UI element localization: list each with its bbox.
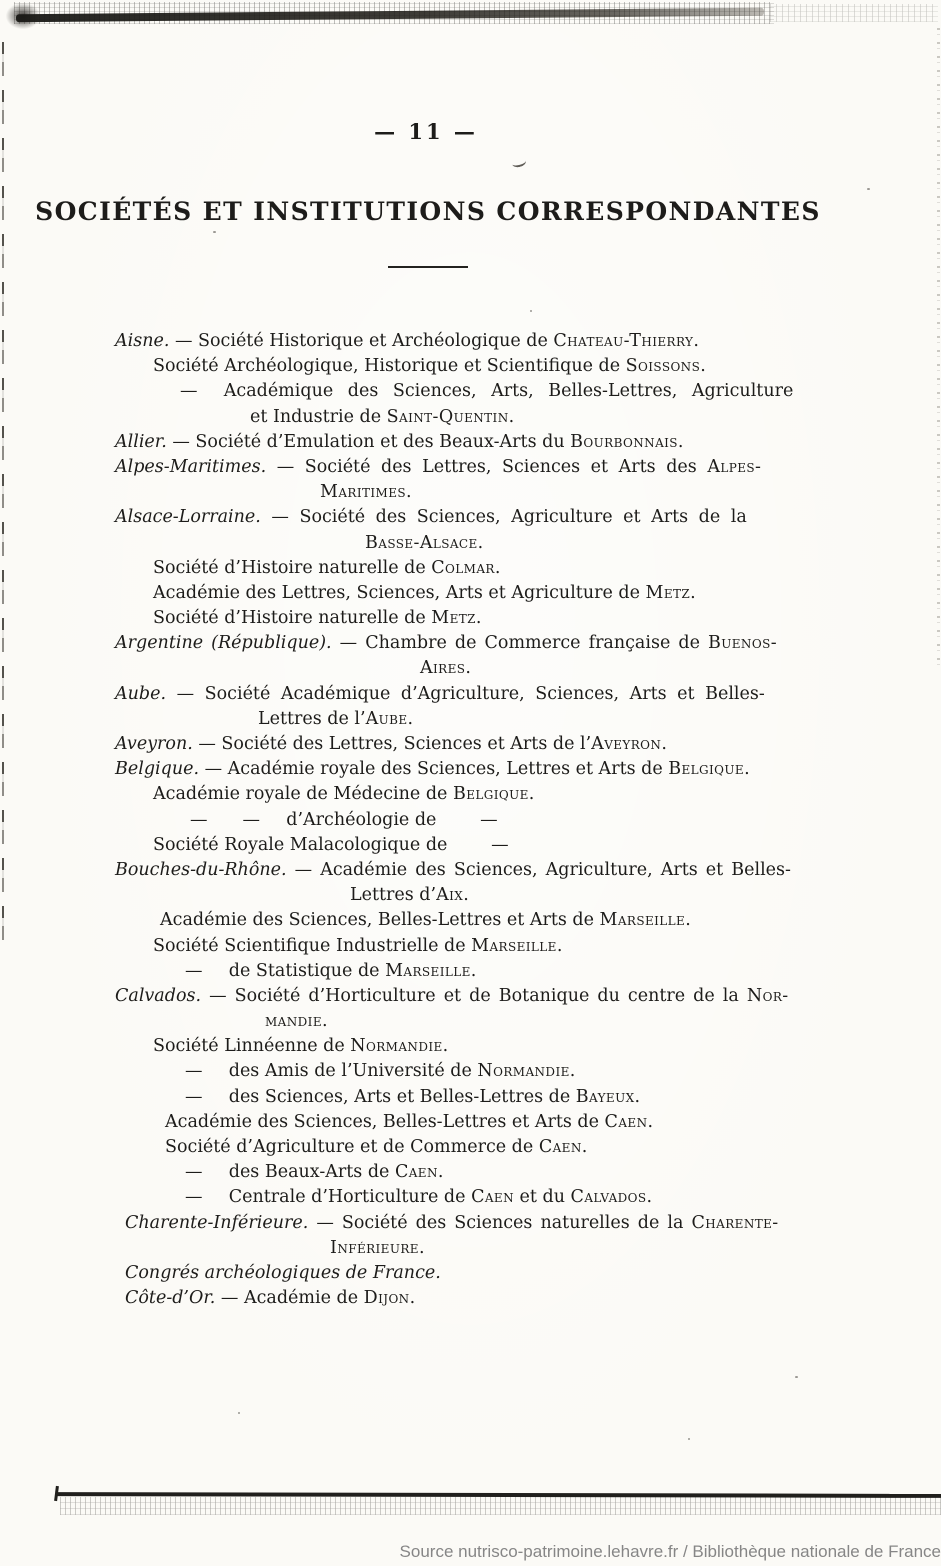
text-segment: Académie des Sciences, Belles-Lettres et Arts de xyxy=(160,910,600,931)
text-segment: Charente-Inférieure. xyxy=(125,1212,309,1233)
text-segment: — Société des Lettres, Sciences et Arts des xyxy=(266,456,708,477)
text-segment: Aisne. xyxy=(115,331,170,351)
text-segment: . xyxy=(470,960,477,981)
text-segment: — des Beaux-Arts de xyxy=(185,1162,395,1183)
text-segment: . xyxy=(528,784,535,805)
text-segment: . xyxy=(442,1036,449,1057)
text-segment: . xyxy=(700,356,706,377)
text-segment: — Société des Sciences, Agriculture et Arts de la xyxy=(260,507,747,528)
scan-noise-speck xyxy=(238,1412,240,1414)
text-line xyxy=(185,1160,855,1185)
text-segment: et Industrie de xyxy=(250,406,387,427)
text-segment: . xyxy=(685,910,691,931)
scan-artifact-top-noise-right xyxy=(770,4,938,22)
text-segment: Normandie xyxy=(477,1061,570,1082)
text-segment: Allier. xyxy=(115,431,167,452)
text-segment: Académie des Lettres, Sciences, Arts et Agriculture de xyxy=(153,582,646,603)
text-line xyxy=(125,1211,855,1236)
scan-artifact-top-noise xyxy=(14,2,774,24)
text-line xyxy=(265,1009,855,1034)
text-segment: Buenos- xyxy=(708,633,778,654)
scan-artifact-bottom-noise xyxy=(60,1497,941,1515)
text-line xyxy=(190,808,855,833)
text-segment: Maritimes xyxy=(320,482,406,503)
text-segment: Soissons xyxy=(625,356,701,377)
text-segment: . xyxy=(646,1187,653,1208)
text-segment: Bourbonnais xyxy=(570,431,678,452)
text-segment: Chateau-Thierry xyxy=(553,331,694,351)
scan-noise-speck xyxy=(213,231,216,233)
text-segment: Caen xyxy=(394,1162,438,1183)
text-segment: Académie royale de Médecine de xyxy=(153,784,453,805)
text-segment: . xyxy=(508,406,515,427)
text-line xyxy=(153,934,855,959)
text-segment: Société Royale Malacologique de — xyxy=(153,834,509,855)
page-title: SOCIÉTÉS ET INSTITUTIONS CORRESPONDANTES xyxy=(35,197,821,226)
text-segment: mandie xyxy=(265,1011,322,1032)
text-segment: . xyxy=(463,885,469,906)
text-segment: . xyxy=(437,1162,444,1183)
text-segment: — Académie de xyxy=(215,1288,364,1309)
text-segment: — Société Historique et Archéologique de xyxy=(169,331,554,351)
text-segment: Société Scientifique Industrielle de xyxy=(153,935,472,956)
text-segment: Lettres de l’ xyxy=(258,708,366,729)
text-segment: . xyxy=(465,658,471,679)
text-line xyxy=(153,354,855,379)
text-segment: Aveyron. xyxy=(115,734,193,754)
text-line xyxy=(115,455,855,480)
scan-noise-speck xyxy=(867,188,870,190)
text-segment: — Société des Lettres, Sciences et Arts de l’ xyxy=(192,734,592,754)
text-line xyxy=(160,908,855,933)
text-line xyxy=(153,581,855,606)
scan-noise-speck xyxy=(688,1438,690,1440)
text-segment: Nor- xyxy=(746,985,789,1006)
text-line xyxy=(153,782,855,807)
text-segment: Alpes- xyxy=(707,456,762,477)
text-segment: Aix xyxy=(436,885,464,906)
text-line xyxy=(115,505,855,530)
text-line xyxy=(185,1185,855,1210)
text-segment: . xyxy=(477,532,484,553)
text-segment: — Académique des Sciences, Arts, Belles-Lettres, Agriculture xyxy=(180,381,794,402)
text-segment: Aires xyxy=(420,658,466,679)
text-segment: . xyxy=(494,557,501,578)
text-segment: . xyxy=(661,734,667,754)
title-divider xyxy=(388,266,468,268)
text-segment: Aube. xyxy=(115,683,167,704)
text-line xyxy=(185,1085,855,1110)
text-segment: . xyxy=(690,582,696,603)
text-line xyxy=(165,1135,855,1160)
scan-noise-speck xyxy=(530,310,532,312)
text-segment: Caen xyxy=(538,1137,582,1157)
text-line xyxy=(115,732,855,757)
text-segment: — Académie des Sciences, Agriculture, Arts et Belles- xyxy=(286,859,791,880)
text-line xyxy=(420,656,855,681)
text-line xyxy=(153,606,855,631)
text-line xyxy=(115,984,855,1009)
text-line xyxy=(115,682,855,707)
scan-noise-speck xyxy=(795,1376,798,1378)
text-line xyxy=(115,329,855,354)
text-segment: Académie des Sciences, Belles-Lettres et Arts de xyxy=(165,1111,605,1132)
text-segment: — Académie royale des Sciences, Lettres et Arts de xyxy=(199,759,669,780)
text-segment: Société d’Histoire naturelle de xyxy=(153,557,432,578)
text-segment: . xyxy=(569,1061,576,1082)
scan-artifact-squiggle xyxy=(511,156,527,168)
text-segment: Aveyron xyxy=(591,734,662,754)
text-segment: Normandie xyxy=(350,1036,443,1057)
text-segment: Caen xyxy=(604,1111,648,1132)
text-segment: — Chambre de Commerce française de xyxy=(331,633,708,654)
scan-artifact-right-noise xyxy=(937,28,940,668)
text-segment: — — d’Archéologie de — xyxy=(190,809,498,830)
text-segment: Dijon xyxy=(363,1288,410,1309)
text-segment: Congrés archéologiques de France. xyxy=(125,1262,441,1283)
text-segment: . xyxy=(647,1111,654,1132)
text-line xyxy=(153,833,855,858)
text-segment: — des Amis de l’Université de xyxy=(185,1061,478,1082)
text-line xyxy=(115,631,855,656)
text-segment: . xyxy=(634,1086,641,1107)
text-line xyxy=(185,959,855,984)
text-segment: Saint-Quentin xyxy=(386,406,509,427)
text-line xyxy=(180,379,855,404)
text-segment: Lettres d’ xyxy=(350,885,437,906)
text-line xyxy=(365,531,855,556)
text-segment: — Société Académique d’Agriculture, Sciences, Arts et Belles- xyxy=(166,683,765,704)
text-segment: Metz xyxy=(645,582,691,603)
text-line xyxy=(153,556,855,581)
text-segment: . xyxy=(409,1288,416,1309)
text-line xyxy=(115,757,855,782)
text-segment: . xyxy=(407,708,414,729)
text-segment: Alsace-Lorraine. xyxy=(115,507,261,528)
text-segment: . xyxy=(677,431,684,452)
text-segment: Société Linnéenne de xyxy=(153,1036,351,1057)
text-segment: Société d’Agriculture et de Commerce de xyxy=(165,1137,539,1157)
text-line xyxy=(125,1261,855,1286)
text-segment: Colmar xyxy=(431,557,495,578)
page-number: — 11 — xyxy=(374,119,478,144)
text-segment: . xyxy=(744,759,750,780)
text-segment: Belgique xyxy=(668,759,745,780)
text-segment: . xyxy=(475,608,482,629)
text-segment: Bayeux xyxy=(575,1086,635,1107)
text-segment: Bouches-du-Rhône. xyxy=(115,859,287,880)
text-segment: Belgique xyxy=(452,784,529,805)
society-list xyxy=(115,329,855,1311)
text-line xyxy=(185,1059,855,1084)
text-segment: . xyxy=(418,1237,425,1258)
text-segment: — Société des Sciences naturelles de la xyxy=(308,1212,692,1233)
text-segment: Inférieure xyxy=(330,1237,419,1258)
text-segment: — Société d’Horticulture et de Botanique du centre de la xyxy=(201,985,747,1006)
text-segment: Société Archéologique, Historique et Scientifique de xyxy=(153,356,626,377)
text-segment: Marseille xyxy=(385,960,471,981)
text-segment: Metz xyxy=(431,608,476,629)
text-line xyxy=(165,1110,855,1135)
text-line xyxy=(153,1034,855,1059)
text-line xyxy=(350,883,855,908)
text-line xyxy=(125,1286,855,1311)
text-segment: Calvados xyxy=(570,1187,647,1208)
text-segment: . xyxy=(556,935,563,956)
text-segment: Marseille xyxy=(471,935,557,956)
text-segment: Caen xyxy=(471,1187,514,1208)
scan-artifact-left-line xyxy=(2,42,4,947)
text-segment: — des Sciences, Arts et Belles-Lettres de xyxy=(185,1086,576,1107)
text-line xyxy=(115,858,855,883)
text-line xyxy=(250,405,855,430)
text-segment: Calvados. xyxy=(115,985,202,1006)
text-segment: Aube xyxy=(365,708,408,729)
text-segment: — Société d’Emulation et des Beaux-Arts du xyxy=(166,431,571,452)
text-line xyxy=(330,1236,855,1261)
source-attribution: Source nutrisco-patrimoine.lehavre.fr / Bibliothèque nationale de France xyxy=(399,1542,941,1561)
text-segment: . xyxy=(405,482,412,503)
text-segment: Marseille xyxy=(599,910,686,931)
text-segment: Basse-Alsace xyxy=(365,532,478,553)
text-segment: . xyxy=(321,1011,328,1032)
text-line xyxy=(115,430,855,455)
text-segment: et du xyxy=(513,1187,571,1208)
text-segment: — Centrale d’Horticulture de xyxy=(185,1187,472,1208)
text-segment: . xyxy=(693,331,699,351)
text-segment: Belgique. xyxy=(115,759,200,780)
text-segment: Alpes-Maritimes. xyxy=(115,456,267,477)
text-segment: Argentine (République). xyxy=(115,633,332,654)
text-line xyxy=(258,707,855,732)
text-segment: . xyxy=(581,1137,588,1157)
text-line xyxy=(320,480,855,505)
text-segment: Côte-d’Or. xyxy=(125,1288,216,1309)
text-segment: — de Statistique de xyxy=(185,960,386,981)
text-segment: Charente- xyxy=(691,1212,779,1233)
text-segment: Société d’Histoire naturelle de xyxy=(153,608,432,629)
